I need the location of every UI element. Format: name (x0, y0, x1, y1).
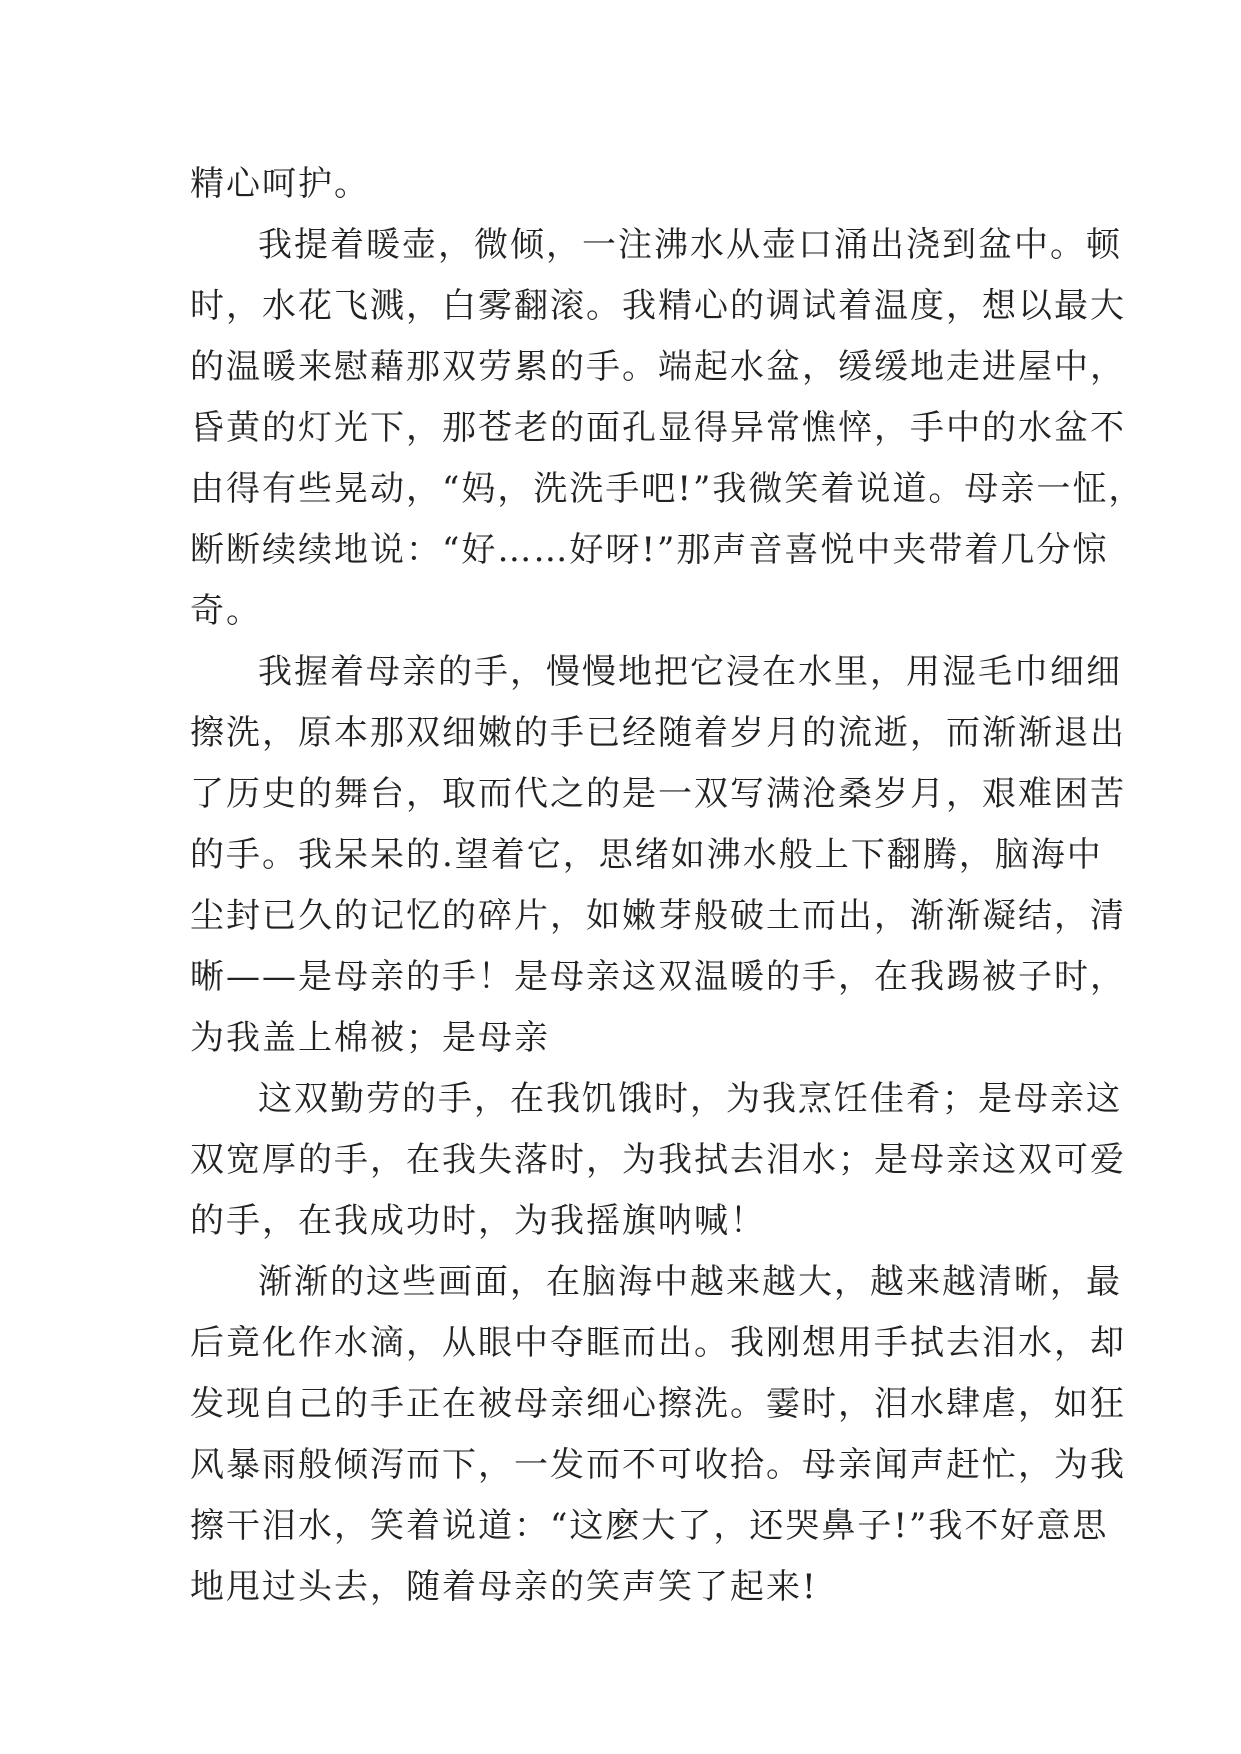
text-line: 发现自己的手正在被母亲细心擦洗。霎时，泪水肆虐，如狂 (190, 1384, 1126, 1424)
text-line: 了历史的舞台，取而代之的是一双写满沧桑岁月，艰难困苦 (190, 774, 1126, 814)
text-line: 的手。我呆呆的.望着它，思绪如沸水般上下翻腾，脑海中 (190, 835, 1103, 875)
text-line: 的温暖来慰藉那双劳累的手。端起水盆，缓缓地走进屋中， (190, 347, 1126, 387)
text-line: 我握着母亲的手，慢慢地把它浸在水里，用湿毛巾细细 (258, 652, 1122, 692)
essay-body (190, 154, 1145, 1618)
text-line: 时，水花飞溅，白雾翻滚。我精心的调试着温度，想以最大 (190, 286, 1126, 326)
text-line: 这双勤劳的手，在我饥饿时，为我烹饪佳肴；是母亲这 (258, 1079, 1122, 1119)
text-line: 昏黄的灯光下，那苍老的面孔显得异常憔悴，手中的水盆不 (190, 408, 1126, 448)
text-line: 奇。 (190, 591, 262, 631)
text-line: 擦干泪水，笑着说道：“这麽大了，还哭鼻子!”我不好意思 (190, 1506, 1109, 1546)
text-line: 精心呵护。 (190, 164, 370, 204)
text-line: 双宽厚的手，在我失落时，为我拭去泪水；是母亲这双可爱 (190, 1140, 1126, 1180)
text-line: 我提着暖壶，微倾，一注沸水从壶口涌出浇到盆中。顿 (258, 225, 1122, 265)
text-line: 渐渐的这些画面，在脑海中越来越大，越来越清晰，最 (258, 1262, 1122, 1302)
text-line: 晰——是母亲的手！是母亲这双温暖的手，在我踢被子时， (190, 957, 1126, 997)
text-line: 地甩过头去，随着母亲的笑声笑了起来! (190, 1567, 818, 1607)
text-line: 后竟化作水滴，从眼中夺眶而出。我刚想用手拭去泪水，却 (190, 1323, 1126, 1363)
text-line: 由得有些晃动，“妈，洗洗手吧!”我微笑着说道。母亲一怔， (190, 469, 1145, 509)
text-line: 擦洗，原本那双细嫩的手已经随着岁月的流逝，而渐渐退出 (190, 713, 1126, 753)
text-line: 为我盖上棉被；是母亲 (190, 1018, 550, 1058)
text-line: 断断续续地说：“好……好呀!”那声音喜悦中夹带着几分惊 (190, 530, 1109, 570)
text-line: 的手，在我成功时，为我摇旗呐喊！ (190, 1201, 766, 1241)
text-line: 尘封已久的记忆的碎片，如嫩芽般破土而出，渐渐凝结，清 (190, 896, 1126, 936)
text-line: 风暴雨般倾泻而下，一发而不可收拾。母亲闻声赶忙，为我 (190, 1445, 1126, 1485)
